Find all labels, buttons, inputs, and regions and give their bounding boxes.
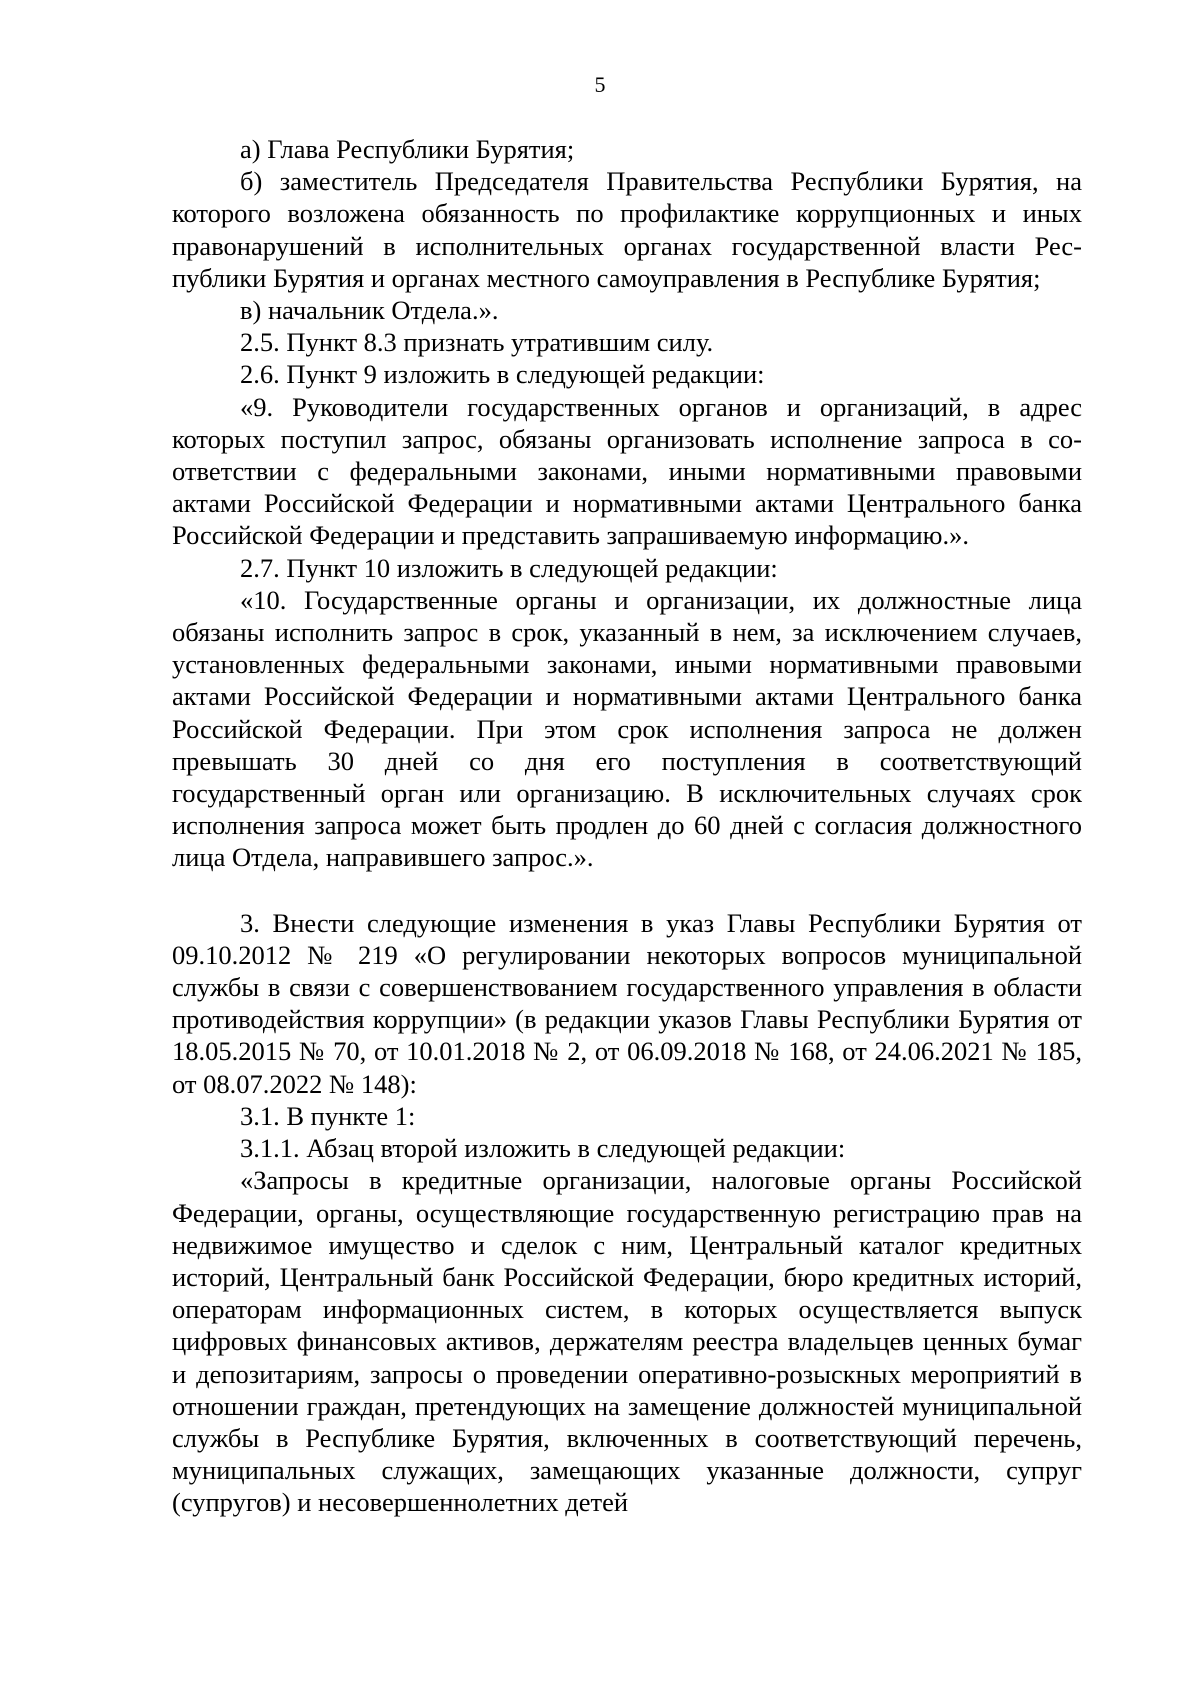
paragraph-3-1-1: 3.1.1. Абзац второй изложить в следующей редакции: bbox=[240, 1133, 846, 1164]
page-number: 5 bbox=[594, 72, 606, 97]
paragraph-item-v: в) начальник Отдела.». bbox=[240, 295, 499, 326]
paragraph-2-5: 2.5. Пункт 8.3 признать утратившим силу. bbox=[240, 327, 714, 358]
paragraph-item-a: а) Глава Республики Бурятия; bbox=[240, 134, 575, 164]
quote-requests: «Запросы в кредитные организации, налоговые органы Российской Федерации, органы, осуществляющие государственную регистрацию прав на недвижимое имущество и сделок с ним, Центральный каталог кредитных историй, Центральный банк Российской Федерации, бюро кредитных историй, операторам информационных систем, в которых осуществляется выпуск цифровых финансовых активов, держателям реестра владельцев ценных бумаг и депозитариям, запросы о проведении оперативно-розыскных мероприятий в отношении граждан, претендующих на замещение должностей муниципальной службы в Республике Бурятия, включенных в соответствующий перечень, муниципальных служащих, замещающих указанные должности, супруг (супругов) и несовершеннолетних детей bbox=[172, 1165, 1082, 1518]
paragraph-3-1: 3.1. В пункте 1: bbox=[240, 1100, 416, 1131]
quote-point-10: «10. Государственные органы и организации, их должностные лица обязаны исполнить запрос в срок, указанный в нем, за исключением случаев, установленных федеральными законами, иными нормативными правовыми актами Российской Федерации и нормативными актами Центрального банка Российской Федерации. При этом срок исполнения запроса не должен превышать 30 дней со дня его поступления в соответствующий государственный орган или организацию. В исключительных случаях срок исполнения запроса может быть продлен до 60 дней с согласия должностного лица Отдела, направившего запрос.». bbox=[172, 584, 1082, 873]
paragraph-2-7: 2.7. Пункт 10 изложить в следующей редакции: bbox=[240, 552, 778, 583]
paragraph-2-6: 2.6. Пункт 9 изложить в следующей редакции: bbox=[240, 359, 765, 390]
quote-point-9: «9. Руководители государственных органов и организаций, в адрес которых поступил запрос, обязаны организовать исполнение запроса в соответствии с федеральными законами, иными нормативными правовыми актами Российской Федерации и нормативными актами Центрального банка Российской Федерации и представить запрашиваемую информацию.». bbox=[172, 391, 1082, 551]
document-body bbox=[172, 133, 1082, 1519]
paragraph-item-b: б) заместитель Председателя Правительства Республики Бурятия, на которого возложена обязанность по профилактике коррупционных и иных правонарушений в исполнительных органах государственной власти Республики Бурятия и органах местного самоуправления в Республике Бурятия; bbox=[172, 166, 1082, 293]
paragraph-3: 3. Внести следующие изменения в указ Главы Республики Бурятия от 09.10.2012 № 219 «О регулировании некоторых вопросов муниципальной службы в связи с совершенствованием государственного управления в области противодействия коррупции» (в редакции указов Главы Республики Бурятия от 18.05.2015 № 70, от 10.01.2018 № 2, от 06.09.2018 № 168, от 24.06.2021 № 185, от 08.07.2022 № 148): bbox=[172, 907, 1082, 1099]
